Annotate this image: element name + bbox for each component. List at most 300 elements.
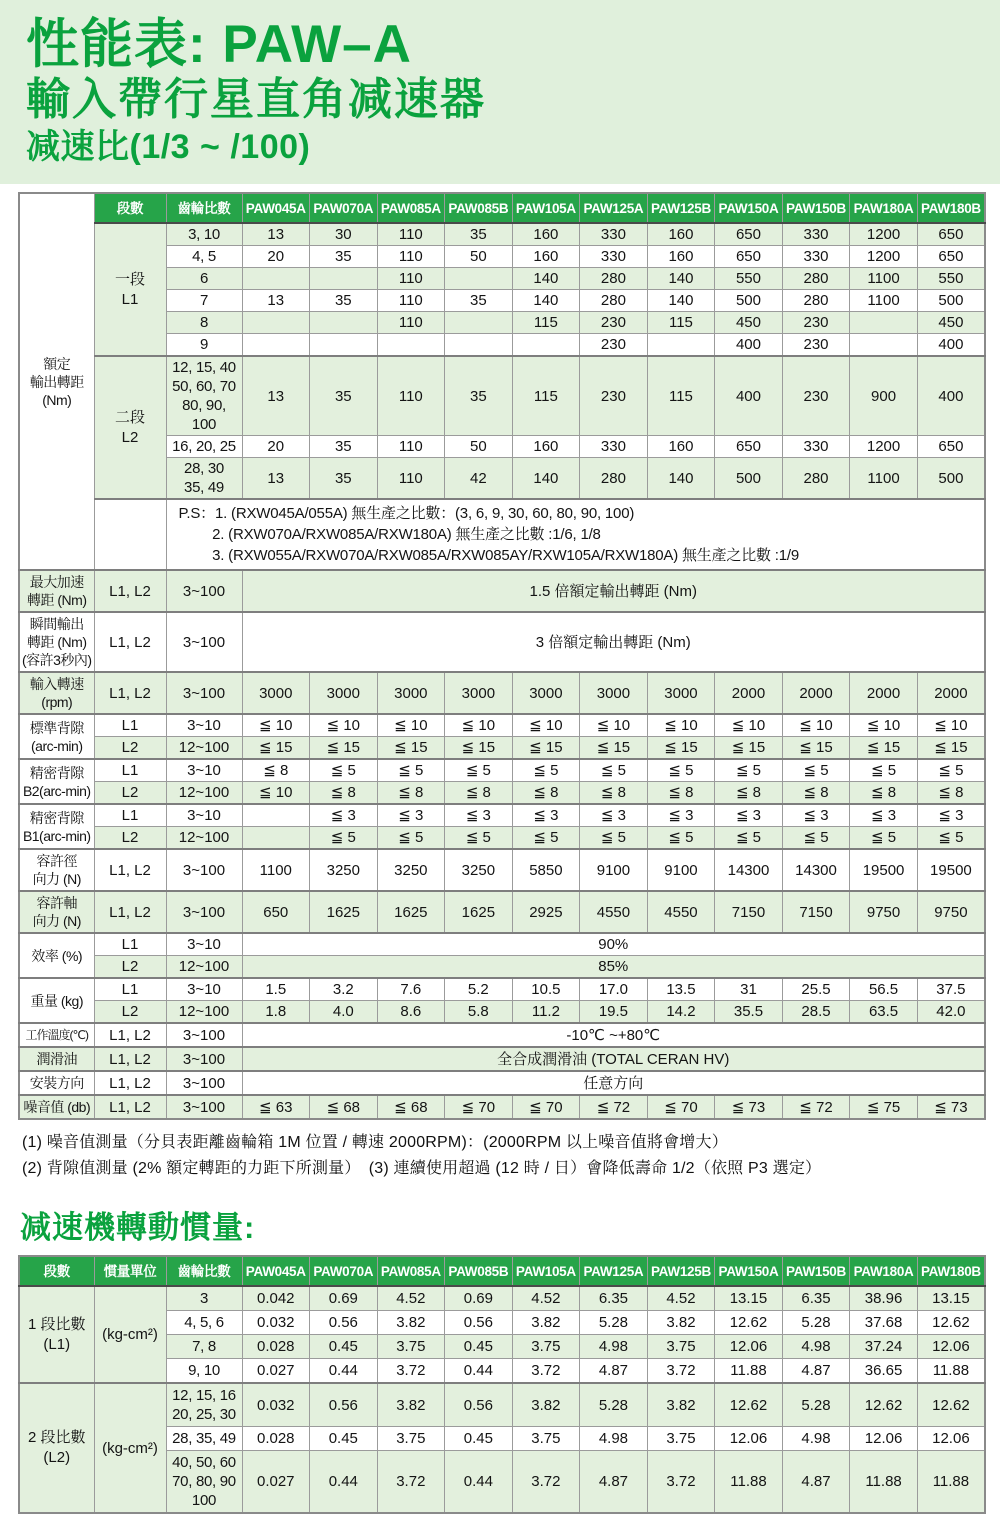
table-cell: 0.56 [310,1383,378,1427]
table-cell: ≦ 3 [377,804,445,827]
column-header: PAW085A [377,1256,445,1286]
table-cell: 160 [647,223,715,246]
table-cell: 7 [166,290,242,312]
table-cell: 90% [242,933,985,956]
column-header-stages: 段數 [94,193,166,223]
table-cell: 3~100 [166,570,242,612]
table-cell: ≦ 73 [715,1095,783,1119]
table-cell [512,334,580,357]
table-cell: ≦ 68 [310,1095,378,1119]
table-cell: 8.6 [377,1001,445,1024]
table-cell: 110 [377,356,445,436]
table-cell: 3.75 [512,1335,580,1359]
table-cell: 650 [917,223,985,246]
table-cell: 1100 [850,268,918,290]
table-cell: 400 [917,356,985,436]
table-cell: 400 [715,334,783,357]
table-cell: 4.87 [580,1359,648,1384]
table-cell: 3.82 [647,1383,715,1427]
table-cell: 4.87 [580,1451,648,1514]
table-cell: 0.032 [242,1311,310,1335]
table-cell: ≦ 8 [782,782,850,805]
table-cell: L1, L2 [94,672,166,714]
table-cell: 35 [445,223,513,246]
column-header: PAW150B [782,193,850,223]
table-cell: 4.98 [782,1427,850,1451]
table-cell: 3 倍額定輸出轉距 (Nm) [242,612,985,672]
table-cell: 19500 [850,849,918,891]
column-header: PAW150A [715,193,783,223]
row-label-rated-output-torque: 額定 輸出轉距 (Nm) [19,193,94,570]
table-cell [850,312,918,334]
table-cell: 3~10 [166,933,242,956]
table-cell: ≦ 15 [715,737,783,760]
table-cell: 2000 [782,672,850,714]
footnote-2: (2) 背隙值測量 (2% 額定轉距的力距下所測量） (3) 連續使用超過 (12 時 / 日）會降低壽命 1/2（依照 P3 選定） [22,1160,822,1177]
table-cell: 3000 [310,672,378,714]
column-header: PAW070A [310,1256,378,1286]
table-cell: 1.5 [242,978,310,1001]
table-cell: 12.06 [917,1427,985,1451]
table-cell: ≦ 8 [242,759,310,782]
table-cell: 12~100 [166,1001,242,1024]
table-cell: ≦ 5 [917,759,985,782]
table-cell: ≦ 75 [850,1095,918,1119]
table-cell: 450 [917,312,985,334]
table-cell: ≦ 8 [445,782,513,805]
table-cell: 3000 [242,672,310,714]
table-row [19,804,985,827]
unit-kg-cm2: (kg-cm²) [94,1286,166,1383]
table-cell: 5.28 [782,1311,850,1335]
table-cell: 35 [310,290,378,312]
table-cell: ≦ 5 [445,827,513,850]
table-cell [242,312,310,334]
table-cell: 0.028 [242,1335,310,1359]
table-cell: ≦ 10 [850,714,918,737]
table-cell: 160 [512,223,580,246]
table-cell: 20 [242,246,310,268]
table-cell: 1100 [242,849,310,891]
table-cell: 3~100 [166,1047,242,1071]
table-cell: 1200 [850,436,918,458]
table-cell: ≦ 3 [715,804,783,827]
table-cell: 330 [782,436,850,458]
table-cell: 4550 [647,891,715,933]
table-cell: 12.62 [715,1311,783,1335]
table-cell: 10.5 [512,978,580,1001]
table-cell: L1, L2 [94,1047,166,1071]
table-cell: ≦ 15 [850,737,918,760]
performance-table [18,192,986,1120]
column-header: PAW150B [782,1256,850,1286]
column-header-inertia-unit: 慣量單位 [94,1256,166,1286]
table-cell: 9100 [580,849,648,891]
table-cell: ≦ 3 [445,804,513,827]
table-cell: ≦ 70 [647,1095,715,1119]
table-cell: 230 [782,334,850,357]
table-cell: 1625 [310,891,378,933]
table-cell: 35 [310,436,378,458]
table-cell: 3250 [445,849,513,891]
table-cell: 12.06 [917,1335,985,1359]
table-cell: 330 [580,436,648,458]
inertia-section-heading: 减速機轉動慣量: [20,1210,256,1245]
table-cell [377,334,445,357]
table-row [19,849,985,891]
column-header: PAW180A [850,193,918,223]
table-cell: 110 [377,290,445,312]
table-cell: 650 [917,246,985,268]
table-row [19,1001,985,1024]
table-cell [445,268,513,290]
table-cell: 12, 15, 16 20, 25, 30 [166,1383,242,1427]
table-cell [310,312,378,334]
table-cell: 35 [310,246,378,268]
table-row [19,570,985,612]
column-header: PAW125A [580,1256,648,1286]
table-cell: 140 [512,290,580,312]
table-cell: 4550 [580,891,648,933]
row-label-precision-backlash-b2: 精密背隙 B2(arc-min) [19,759,94,804]
table-cell: 4.98 [580,1335,648,1359]
table-cell: 12~100 [166,737,242,760]
table-cell: 13.5 [647,978,715,1001]
table-cell: 140 [647,458,715,500]
row-label-precision-backlash-b1: 精密背隙 B1(arc-min) [19,804,94,849]
table-cell: 3, 10 [166,223,242,246]
table-cell: ≦ 5 [445,759,513,782]
table-cell: 6.35 [580,1286,648,1311]
row-label-allowable-axial-load: 容許軸 向力 (N) [19,891,94,933]
table-cell: 12.06 [715,1427,783,1451]
table-cell [242,334,310,357]
table-cell: 任意方向 [242,1071,985,1095]
table-cell: L1 [94,978,166,1001]
table-cell: 3000 [580,672,648,714]
table-cell: 7150 [782,891,850,933]
table-cell: 4.87 [782,1359,850,1384]
table-cell: ≦ 5 [310,759,378,782]
table-cell: 3.75 [647,1335,715,1359]
table-cell: 115 [647,356,715,436]
table-cell: 160 [512,436,580,458]
table-cell: 42.0 [917,1001,985,1024]
table-cell: ≦ 15 [242,737,310,760]
table-cell: 1200 [850,246,918,268]
table-cell: 13 [242,356,310,436]
table-cell: 3.75 [647,1427,715,1451]
table-row [19,978,985,1001]
table-cell: 230 [782,356,850,436]
table-cell: ≦ 72 [782,1095,850,1119]
table-cell: 3.75 [377,1335,445,1359]
table-cell: 8 [166,312,242,334]
stage-label-2-stage-L2: 2 段比數 (L2) [19,1383,94,1513]
table-cell: ≦ 8 [310,782,378,805]
table-cell: 9750 [917,891,985,933]
table-cell: 0.69 [445,1286,513,1311]
table-cell: L1 [94,804,166,827]
table-cell: 9, 10 [166,1359,242,1384]
table-cell: 3.72 [647,1359,715,1384]
table-cell: 50 [445,436,513,458]
table-cell: 3.72 [512,1359,580,1384]
table-cell: 3.82 [512,1311,580,1335]
table-cell: ≦ 5 [715,759,783,782]
table-cell: ≦ 73 [917,1095,985,1119]
table-cell: 110 [377,223,445,246]
table-cell: 19500 [917,849,985,891]
table-row [19,1071,985,1095]
table-cell: 110 [377,312,445,334]
table-cell: ≦ 5 [715,827,783,850]
table-cell: L1, L2 [94,570,166,612]
table-cell: 35 [445,356,513,436]
table-cell: 0.042 [242,1286,310,1311]
page-title: 性能表: PAW–A [26,15,412,74]
table-cell: 650 [715,436,783,458]
table-cell: 400 [917,334,985,357]
table-row [19,1047,985,1071]
table-cell: ≦ 8 [377,782,445,805]
table-row [19,193,985,223]
table-cell: L1, L2 [94,1071,166,1095]
table-cell: 115 [512,312,580,334]
table-cell: 4.52 [377,1286,445,1311]
table-cell: 330 [580,246,648,268]
table-cell: ≦ 15 [310,737,378,760]
table-cell: 3~100 [166,891,242,933]
table-cell: 0.44 [310,1451,378,1514]
table-cell: 37.5 [917,978,985,1001]
table-cell: 0.028 [242,1427,310,1451]
table-cell: 160 [647,436,715,458]
table-cell: 0.027 [242,1359,310,1384]
table-cell: 13 [242,290,310,312]
table-row [19,759,985,782]
stage-label-L1: 一段 L1 [94,223,166,356]
table-cell: ≦ 5 [580,827,648,850]
table-cell: 36.65 [850,1359,918,1384]
table-row [19,223,985,246]
column-header: PAW105A [512,1256,580,1286]
table-cell: 5.28 [782,1383,850,1427]
table-cell: 35.5 [715,1001,783,1024]
table-cell: 0.45 [310,1427,378,1451]
table-cell: ≦ 5 [782,759,850,782]
table-cell: 0.69 [310,1286,378,1311]
table-cell: 3250 [310,849,378,891]
column-header: PAW045A [242,193,310,223]
table-row [19,499,985,570]
table-cell: 11.88 [917,1359,985,1384]
table-cell [310,268,378,290]
table-cell: 0.44 [445,1451,513,1514]
table-cell: -10℃ ~+80℃ [242,1023,985,1047]
table-cell [242,804,310,827]
unit-kg-cm2: (kg-cm²) [94,1383,166,1513]
table-cell: 160 [647,246,715,268]
table-cell: 50 [445,246,513,268]
table-row [19,827,985,850]
column-header: PAW180B [917,193,985,223]
table-cell: 12~100 [166,827,242,850]
table-cell: 3.72 [512,1451,580,1514]
table-cell: 0.45 [445,1335,513,1359]
table-cell: 12, 15, 40 50, 60, 70 80, 90, 100 [166,356,242,436]
table-cell: ≦ 10 [377,714,445,737]
table-cell: ≦ 3 [917,804,985,827]
row-label-weight: 重量 (kg) [19,978,94,1023]
table-cell: 6.35 [782,1286,850,1311]
table-cell: 0.56 [310,1311,378,1335]
table-cell: 42 [445,458,513,500]
table-cell: ≦ 8 [850,782,918,805]
table-cell: 12.62 [715,1383,783,1427]
table-cell [310,334,378,357]
table-cell: 25.5 [782,978,850,1001]
table-cell: 9750 [850,891,918,933]
table-cell: 650 [715,223,783,246]
table-row [19,1286,985,1311]
table-cell: 500 [917,290,985,312]
table-cell: 140 [647,268,715,290]
table-cell: ≦ 5 [580,759,648,782]
table-cell: 0.45 [310,1335,378,1359]
table-cell: ≦ 5 [512,827,580,850]
table-cell: L1 [94,759,166,782]
table-cell: ≦ 8 [917,782,985,805]
table-cell: ≦ 10 [715,714,783,737]
column-header: PAW125B [647,193,715,223]
table-cell: 330 [580,223,648,246]
table-cell: 40, 50, 60 70, 80, 90 100 [166,1451,242,1514]
table-cell: 0.45 [445,1427,513,1451]
table-cell: 230 [782,312,850,334]
table-cell: ≦ 5 [647,759,715,782]
table-cell: 35 [445,290,513,312]
table-cell: ≦ 5 [377,827,445,850]
table-cell: 3~100 [166,849,242,891]
table-row [19,737,985,760]
table-row [19,933,985,956]
table-cell: ≦ 70 [512,1095,580,1119]
table-cell: 11.88 [917,1451,985,1514]
table-cell: 650 [715,246,783,268]
table-cell: 6 [166,268,242,290]
table-row [19,714,985,737]
table-cell: 35 [310,356,378,436]
table-cell: 1.8 [242,1001,310,1024]
table-cell: ≦ 8 [715,782,783,805]
table-cell [242,268,310,290]
table-cell: ≦ 10 [445,714,513,737]
table-cell: ≦ 3 [647,804,715,827]
column-header-gear-ratio: 齒輪比數 [166,193,242,223]
table-cell: 3.72 [377,1451,445,1514]
table-cell [242,827,310,850]
table-cell: 0.56 [445,1311,513,1335]
table-cell: ≦ 15 [917,737,985,760]
column-header: PAW085B [445,193,513,223]
row-label-noise-level: 噪音值 (db) [19,1095,94,1119]
row-label-allowable-radial-load: 容許徑 向力 (N) [19,849,94,891]
table-cell: ≦ 8 [512,782,580,805]
table-cell: 20 [242,436,310,458]
table-cell: 230 [580,356,648,436]
table-cell: L1, L2 [94,1023,166,1047]
table-cell: ≦ 5 [310,827,378,850]
table-cell: 280 [782,290,850,312]
table-cell: ≦ 3 [512,804,580,827]
table-cell: 3000 [512,672,580,714]
table-cell: 1.5 倍額定輸出轉距 (Nm) [242,570,985,612]
row-label-efficiency: 效率 (%) [19,933,94,978]
table-cell: 230 [580,334,648,357]
table-cell: 330 [782,223,850,246]
table-cell: L1, L2 [94,849,166,891]
table-cell: 63.5 [850,1001,918,1024]
table-cell: 12~100 [166,956,242,979]
column-header: PAW070A [310,193,378,223]
table-cell: L1 [94,714,166,737]
column-header-gear-ratio: 齒輪比數 [166,1256,242,1286]
table-cell: 11.88 [715,1451,783,1514]
row-label-momentary-torque: 瞬間輸出 轉距 (Nm) (容許3秒內) [19,612,94,672]
table-cell: 13 [242,458,310,500]
table-cell: 3~10 [166,714,242,737]
table-row [19,612,985,672]
row-label-mounting-direction: 安裝方向 [19,1071,94,1095]
table-cell: 550 [917,268,985,290]
table-cell: 38.96 [850,1286,918,1311]
table-cell: 31 [715,978,783,1001]
table-row [19,1256,985,1286]
table-cell: L2 [94,956,166,979]
table-cell [445,312,513,334]
table-cell: 5.28 [580,1383,648,1427]
table-cell: 4.52 [512,1286,580,1311]
table-cell: ≦ 8 [580,782,648,805]
table-cell: 14300 [782,849,850,891]
table-cell: ≦ 10 [647,714,715,737]
table-cell: 650 [917,436,985,458]
table-cell: L1, L2 [94,1095,166,1119]
table-cell: 9 [166,334,242,357]
table-cell: 3~100 [166,612,242,672]
table-cell: 3.72 [647,1451,715,1514]
column-header-stages: 段數 [19,1256,94,1286]
table-cell: L1, L2 [94,612,166,672]
table-cell: 3~100 [166,1071,242,1095]
table-cell: 12.62 [850,1383,918,1427]
table-cell: 3000 [377,672,445,714]
table-cell: 17.0 [580,978,648,1001]
table-cell: ≦ 3 [850,804,918,827]
table-cell: L2 [94,1001,166,1024]
table-cell: 7, 8 [166,1335,242,1359]
table-cell: ≦ 68 [377,1095,445,1119]
table-cell: 全合成潤滑油 (TOTAL CERAN HV) [242,1047,985,1071]
table-cell: 140 [512,268,580,290]
table-cell: 4.98 [580,1427,648,1451]
table-cell: L2 [94,782,166,805]
row-label-input-speed: 輸入轉速 (rpm) [19,672,94,714]
table-cell: L2 [94,827,166,850]
table-cell: ≦ 10 [242,782,310,805]
table-cell: ≦ 5 [647,827,715,850]
